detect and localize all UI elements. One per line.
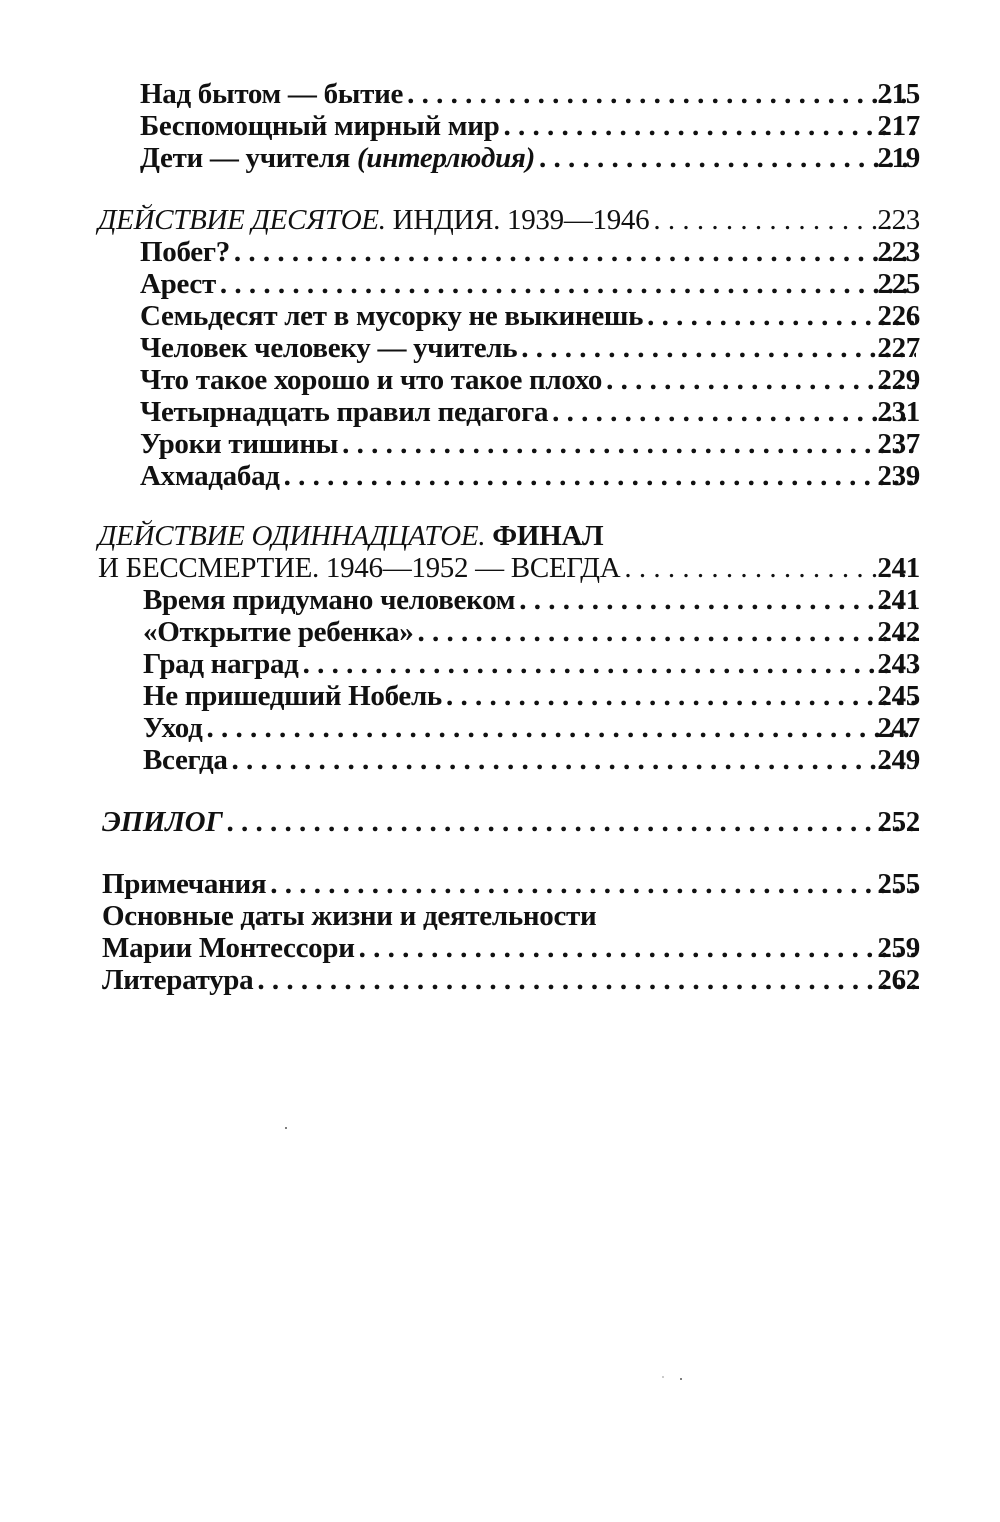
- epilogue-title: ЭПИЛОГ: [102, 806, 223, 838]
- toc-entry-title: Уход: [143, 712, 203, 744]
- toc-entry-page: 262: [877, 964, 920, 996]
- toc-entry-page: 237: [877, 428, 920, 460]
- toc-entry-title-line2: Марии Монтессори: [102, 932, 355, 964]
- toc-entry: [140, 300, 920, 332]
- toc-entry-title: Что такое хорошо и что такое плохо: [140, 364, 603, 396]
- toc-entry-page: 259: [877, 932, 920, 964]
- act-heading-line1: [98, 520, 603, 552]
- scan-speck: [680, 1378, 682, 1380]
- toc-entry-page: 219: [877, 142, 920, 174]
- toc-entry-page: 227: [877, 332, 920, 364]
- toc-entry-page: 223: [877, 204, 920, 236]
- toc-entry: [140, 236, 920, 268]
- toc-entry-title: Время придумано человеком: [143, 584, 516, 616]
- toc-entry-page: 247: [877, 712, 920, 744]
- leader-dots: [270, 868, 916, 900]
- toc-entry-title: Град наград: [143, 648, 299, 680]
- toc-entry-page: 229: [877, 364, 920, 396]
- leader-dots: [359, 932, 916, 964]
- toc-entry-page: 252: [877, 806, 920, 838]
- toc-entry-page: 225: [877, 268, 920, 300]
- act-heading: [98, 552, 920, 584]
- leader-dots: [284, 460, 916, 492]
- act-heading-line2: И БЕССМЕРТИЕ. 1946—1952 — ВСЕГДА: [98, 552, 621, 584]
- toc-entry-title: Семьдесят лет в мусорку не выкинешь: [140, 300, 644, 332]
- toc-entry-title-main: Дети — учителя: [140, 142, 351, 174]
- toc-entry-title: [140, 142, 535, 174]
- toc-entry-page: 217: [877, 110, 920, 142]
- toc-entry: [140, 142, 920, 174]
- toc-entry-title: Арест: [140, 268, 216, 300]
- toc-entry-title-italic: (интерлюдия): [357, 142, 535, 174]
- toc-entry-title-line1: Основные даты жизни и деятельности: [102, 900, 597, 932]
- toc-entry: [102, 964, 920, 996]
- toc-entry-title: Побег?: [140, 236, 230, 268]
- toc-entry-title: Литература: [102, 964, 254, 996]
- toc-entry-title: Ахмадабад: [140, 460, 280, 492]
- toc-entry-title: «Открытие ребенка»: [143, 616, 414, 648]
- toc-entry-page: 226: [877, 300, 920, 332]
- toc-entry-page: 231: [877, 396, 920, 428]
- toc-entry: [143, 584, 920, 616]
- leader-dots: [206, 712, 916, 744]
- toc-entry: [102, 932, 920, 964]
- toc-entry-title: Человек человеку — учитель: [140, 332, 518, 364]
- act-heading-italic: ДЕЙСТВИЕ ДЕСЯТОЕ.: [98, 204, 386, 236]
- toc-entry: [140, 460, 920, 492]
- toc-entry: [143, 680, 920, 712]
- toc-entry: [143, 648, 920, 680]
- toc-entry: [143, 616, 920, 648]
- toc-entry-title: Четырнадцать правил педагога: [140, 396, 549, 428]
- toc-entry-page: 249: [877, 744, 920, 776]
- leader-dots: [257, 964, 916, 996]
- toc-entry: [140, 110, 920, 142]
- toc-entry-page: 241: [877, 584, 920, 616]
- toc-entry-page: 243: [877, 648, 920, 680]
- leader-dots: [234, 236, 916, 268]
- leader-dots: [220, 268, 916, 300]
- toc-entry-page: 215: [877, 78, 920, 110]
- toc-entry: [143, 744, 920, 776]
- scan-speck: [662, 1376, 664, 1378]
- toc-entry-page: 255: [877, 868, 920, 900]
- toc-entry-title: Всегда: [143, 744, 228, 776]
- act-heading: [98, 204, 920, 236]
- toc-entry: [140, 268, 920, 300]
- toc-entry: [140, 332, 920, 364]
- toc-entry: [140, 396, 920, 428]
- toc-entry-page: 245: [877, 680, 920, 712]
- toc-entry-title: Над бытом — бытие: [140, 78, 404, 110]
- toc-entry: [140, 364, 920, 396]
- toc-entry: [143, 712, 920, 744]
- leader-dots: [303, 648, 916, 680]
- toc-entry-title: Уроки тишины: [140, 428, 339, 460]
- toc-entry-page: 239: [877, 460, 920, 492]
- toc-entry-page: 223: [877, 236, 920, 268]
- toc-entry-page: 242: [877, 616, 920, 648]
- toc-entry: [102, 868, 920, 900]
- scan-speck: [285, 1127, 287, 1129]
- toc-entry-title: Беспомощный мирный мир: [140, 110, 500, 142]
- toc-entry: [140, 78, 920, 110]
- act-heading-title: [98, 204, 649, 236]
- leader-dots: [227, 806, 916, 838]
- leader-dots: [342, 428, 916, 460]
- toc-entry: [102, 806, 920, 838]
- act-heading-rest: ИНДИЯ. 1939—1946: [392, 204, 650, 236]
- toc-entry-title: Примечания: [102, 868, 267, 900]
- toc-entry-title: Не пришедший Нобель: [143, 680, 442, 712]
- leader-dots: [232, 744, 916, 776]
- toc-entry: [140, 428, 920, 460]
- act-heading-rest: ФИНАЛ: [492, 520, 604, 552]
- act-heading-italic: ДЕЙСТВИЕ ОДИННАДЦАТОЕ.: [98, 520, 486, 552]
- toc-entry-page: 241: [877, 552, 920, 584]
